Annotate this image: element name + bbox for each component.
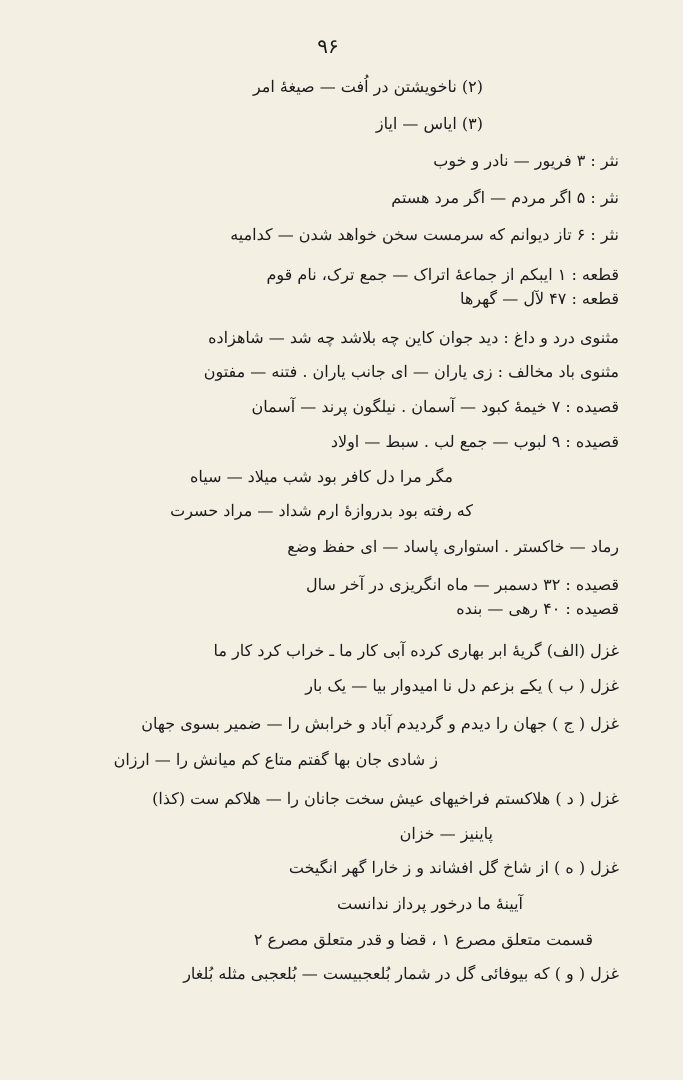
- text-line: نثر : ۶ تاز دیوانم که سرمست سخن خواهد شدن — کدامیه: [230, 225, 619, 244]
- text-line: قصیده : ۹ لبوب — جمع لب . سبط — اولاد: [330, 432, 619, 451]
- text-line: نثر : ۵ اگر مردم — اگر مرد هستم: [391, 188, 619, 207]
- text-line: غزل ( ه ) از شاخ گل افشاند و ز خارا گهر انگیخت: [288, 858, 619, 877]
- text-line: مگر مرا دل کافر بود شب میلاد — سیاه: [189, 467, 453, 486]
- text-line: پاینیز — خزان: [399, 824, 493, 843]
- text-line: مثنوی باد مخالف : زی یاران — ای جانب یاران . فتنه — مفتون: [203, 362, 619, 381]
- text-line: که رفته بود بدروازهٔ ارم شداد — مراد حسرت: [170, 501, 473, 520]
- text-line: آیینهٔ ما درخور پرداز ندانست: [337, 894, 523, 913]
- text-line: مثنوی درد و داغ : دید جوان کاین چه بلاشد چه شد — شاهزاده: [208, 328, 619, 347]
- text-line: ز شادی جان بها گفتم متاع کم میانش را — ارزان: [113, 750, 438, 769]
- text-line: (۲) ناخویشتن در اُفت — صیغهٔ امر: [252, 77, 483, 96]
- text-line: (۳) ایاس — ایاز: [375, 114, 483, 133]
- text-line: غزل ( و ) که بیوفائی گل در شمار بُلعجبیست — بُلعجبی مثله بُلغار: [183, 964, 619, 983]
- text-line: غزل ( د ) هلاکستم فراخیهای عیش سخت جانان را — هلاکم ست (کذا): [152, 789, 619, 808]
- page-number: ۹۶: [317, 34, 339, 58]
- text-line: قصیده : ۴۰ رهی — بنده: [456, 599, 619, 618]
- text-line: غزل ( ب ) یکے بزعم دل نا امیدوار بیا — یک بار: [305, 676, 619, 695]
- text-line: قصیده : ۳۲ دسمبر — ماه انگریزی در آخر سال: [305, 575, 619, 594]
- text-line: قصیده : ۷ خیمهٔ کبود — آسمان . نیلگون پرند — آسمان: [251, 397, 619, 416]
- text-line: غزل (الف) گریهٔ ابر بهاری کرده آبی کار ما ـ خراب کرد کار ما: [213, 641, 619, 660]
- text-line: قسمت متعلق مصرع ۱ ، قضا و قدر متعلق مصرع ۲: [253, 930, 593, 949]
- text-line: رماد — خاکستر . استواری پاساد — ای حفظ وضع: [287, 537, 619, 556]
- text-line: غزل ( ج ) جهان را دیدم و گردیدم آباد و خرابش را — ضمیر بسوی جهان: [141, 714, 619, 733]
- text-line: قطعه : ۴۷ لآل — گهرها: [460, 289, 619, 308]
- text-line: نثر : ۳ فریور — نادر و خوب: [433, 151, 619, 170]
- text-line: قطعه : ۱ ایبکم از جماعهٔ اتراک — جمع ترک، نام قوم: [266, 265, 619, 284]
